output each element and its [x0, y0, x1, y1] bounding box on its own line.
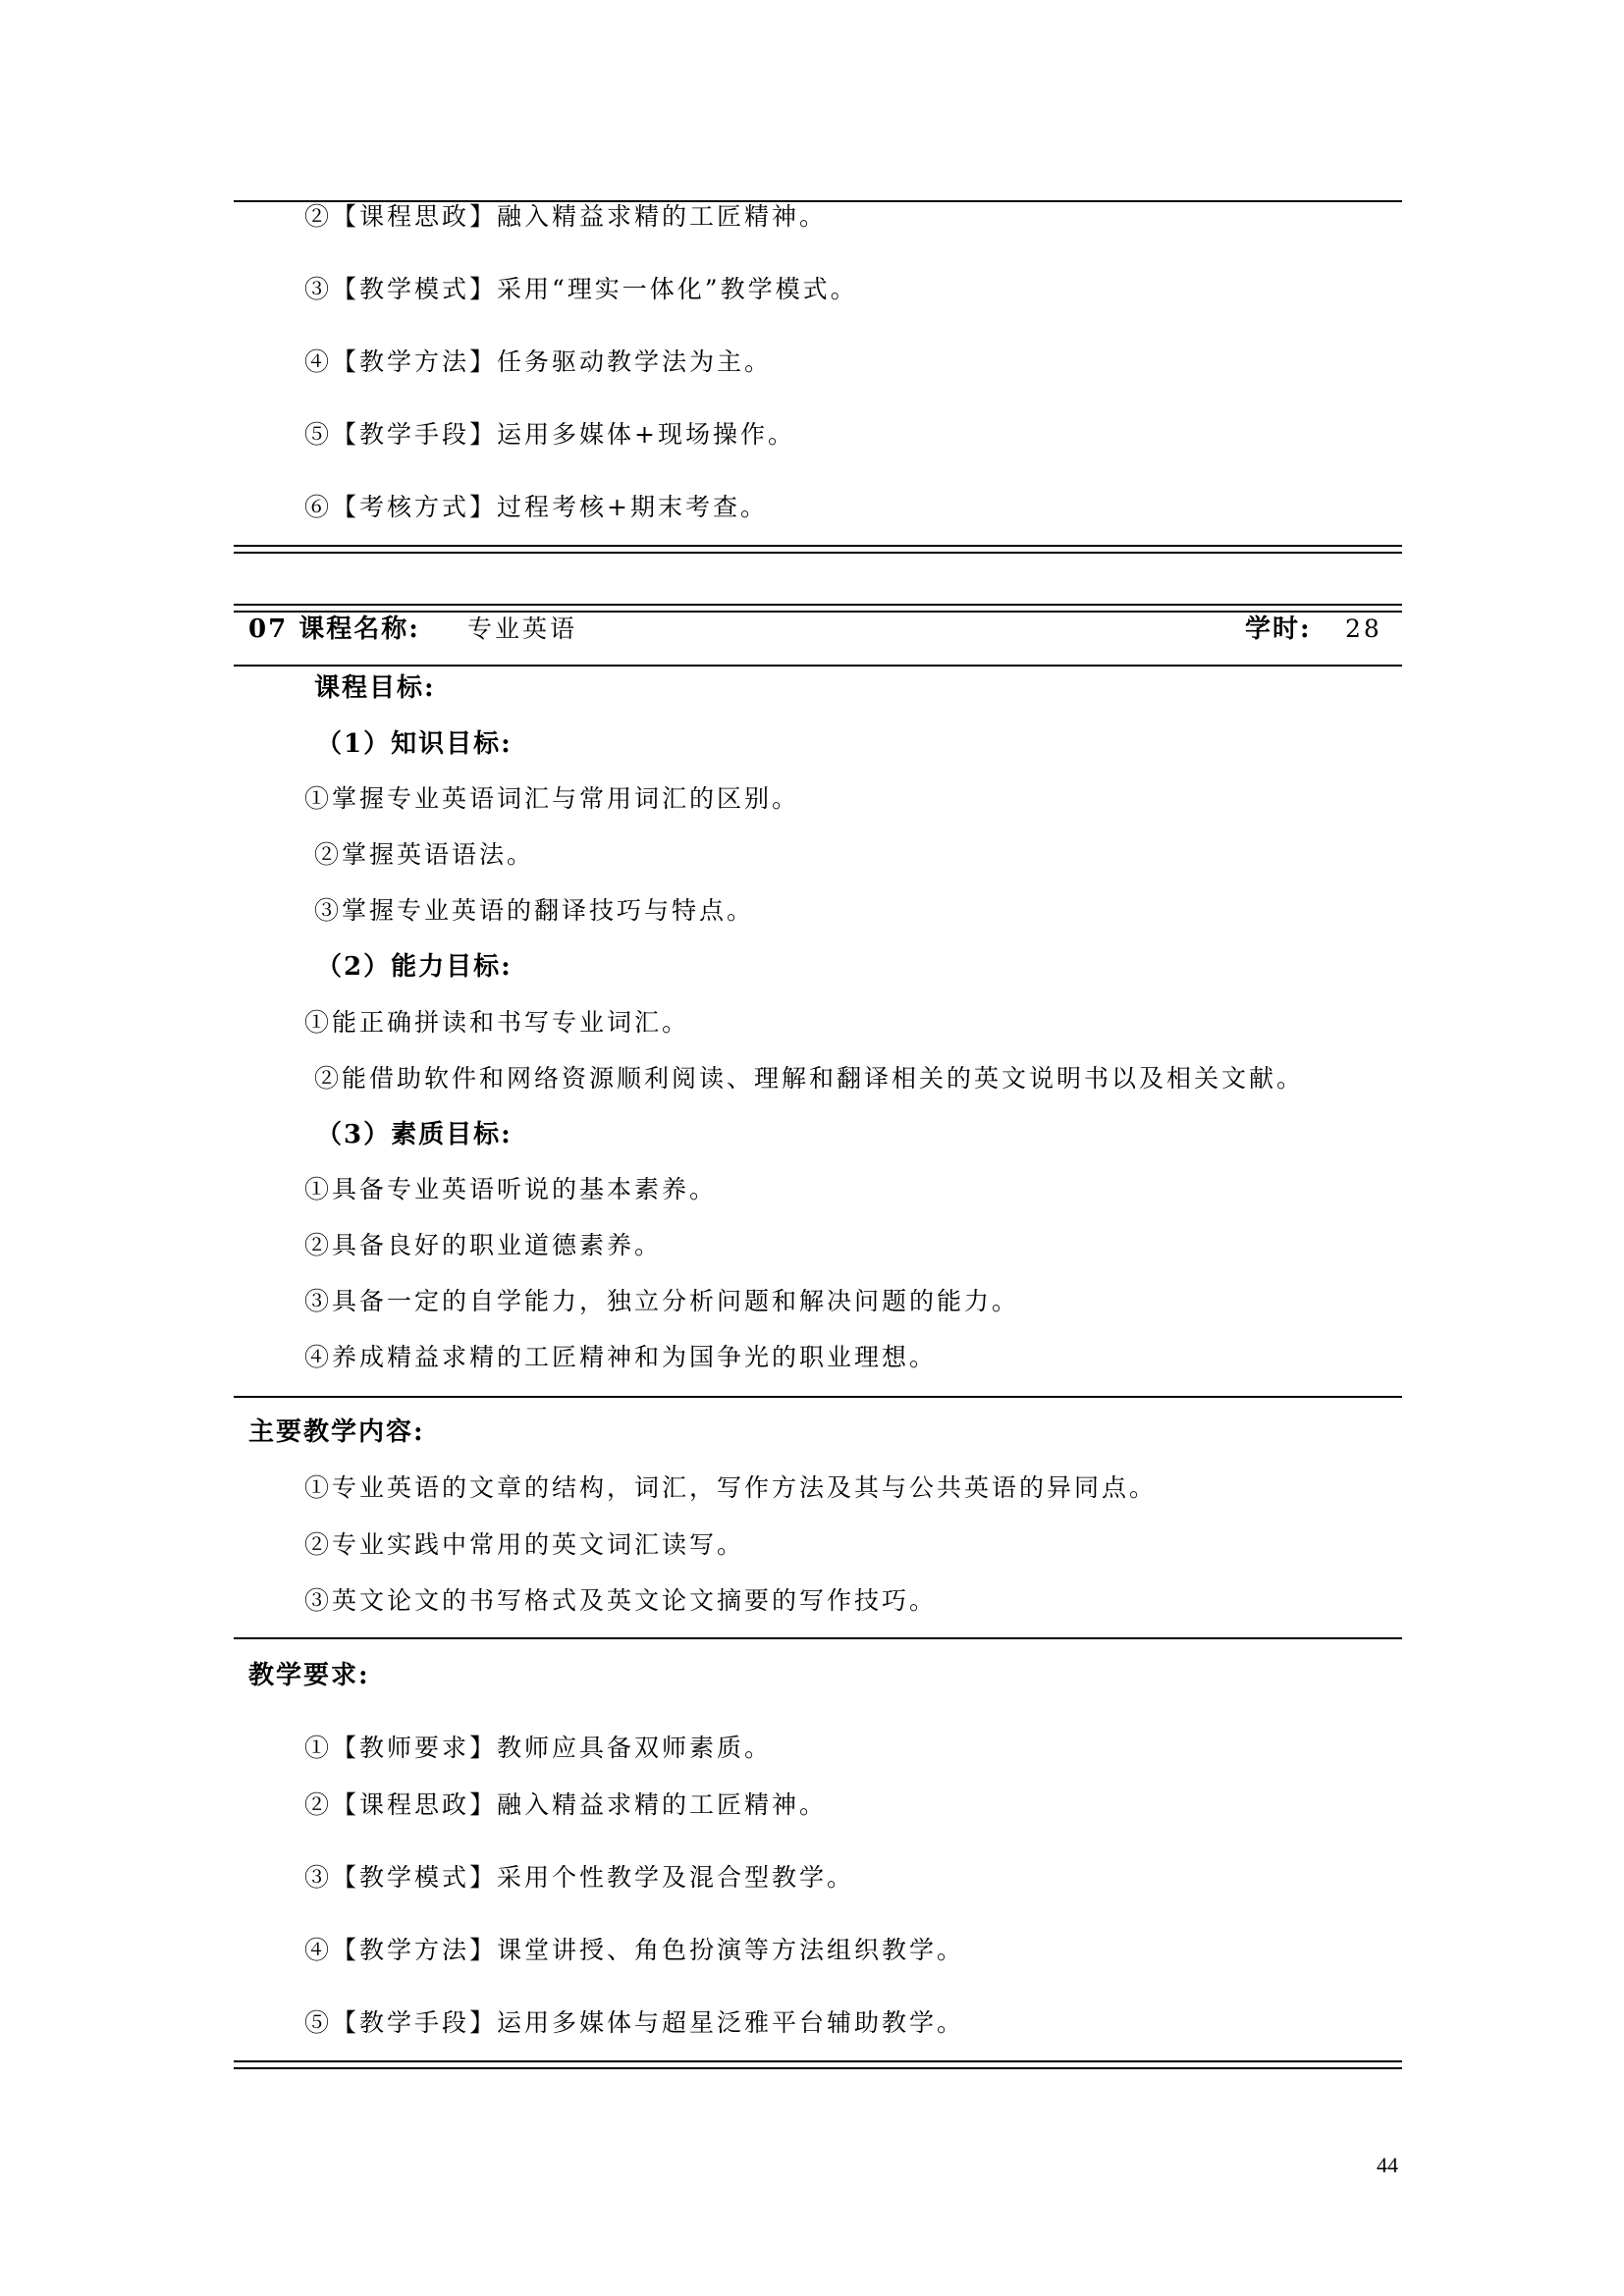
- quality-item: ①具备专业英语听说的基本素养。: [304, 1175, 718, 1203]
- objectives-title: 课程目标:: [314, 673, 436, 703]
- quality-item: ④养成精益求精的工匠精神和为国争光的职业理想。: [304, 1343, 938, 1371]
- requirement-item: ③【教学模式】采用个性教学及混合型教学。: [304, 1863, 855, 1892]
- requirement-item: ②【课程思政】融入精益求精的工匠精神。: [304, 1790, 828, 1819]
- header-rule: [234, 665, 1402, 667]
- table-end-rule: [234, 545, 1402, 554]
- ability-item: ①能正确拼读和书写专业词汇。: [304, 1008, 690, 1037]
- table-end-rule: [234, 2060, 1402, 2069]
- content-item: ①专业英语的文章的结构，词汇，写作方法及其与公共英语的异同点。: [304, 1473, 1158, 1502]
- prev-requirement-item: ③【教学模式】采用“理实一体化”教学模式。: [304, 275, 858, 303]
- knowledge-item: ②掌握英语语法。: [314, 840, 535, 869]
- requirement-item: ①【教师要求】教师应具备双师素质。: [304, 1734, 773, 1762]
- page-number: 44: [1377, 2153, 1398, 2177]
- prev-requirement-item: ⑥【考核方式】过程考核+期末考查。: [304, 493, 768, 521]
- quality-item: ③具备一定的自学能力，独立分析问题和解决问题的能力。: [304, 1287, 1020, 1315]
- prev-requirement-item: ④【教学方法】任务驱动教学法为主。: [304, 347, 773, 376]
- ability-title: （2）能力目标:: [316, 952, 513, 982]
- course-hours-label: 学时:: [1245, 614, 1312, 644]
- table-start-rule: [234, 604, 1402, 613]
- knowledge-item: ①掌握专业英语词汇与常用词汇的区别。: [304, 784, 800, 813]
- requirement-item: ⑤【教学手段】运用多媒体与超星泛雅平台辅助教学。: [304, 2008, 965, 2037]
- quality-title: （3）素质目标:: [316, 1120, 513, 1149]
- ability-item: ②能借助软件和网络资源顺利阅读、理解和翻译相关的英文说明书以及相关文献。: [314, 1064, 1305, 1093]
- quality-item: ②具备良好的职业道德素养。: [304, 1231, 663, 1259]
- section-rule: [234, 1637, 1402, 1639]
- prev-requirement-item: ②【课程思政】融入精益求精的工匠精神。: [304, 202, 828, 231]
- requirement-item: ④【教学方法】课堂讲授、角色扮演等方法组织教学。: [304, 1936, 965, 1964]
- requirements-title: 教学要求:: [248, 1661, 370, 1690]
- content-title: 主要教学内容:: [248, 1417, 425, 1447]
- knowledge-item: ③掌握专业英语的翻译技巧与特点。: [314, 896, 755, 925]
- prev-requirement-item: ⑤【教学手段】运用多媒体+现场操作。: [304, 420, 795, 449]
- course-hours: 28: [1345, 614, 1382, 643]
- course-name: 专业英语: [467, 614, 578, 643]
- content-item: ②专业实践中常用的英文词汇读写。: [304, 1530, 745, 1559]
- section-rule: [234, 1396, 1402, 1398]
- content-item: ③英文论文的书写格式及英文论文摘要的写作技巧。: [304, 1586, 938, 1615]
- knowledge-title: （1）知识目标:: [316, 729, 513, 759]
- course-name-label: 07 课程名称:: [248, 614, 420, 644]
